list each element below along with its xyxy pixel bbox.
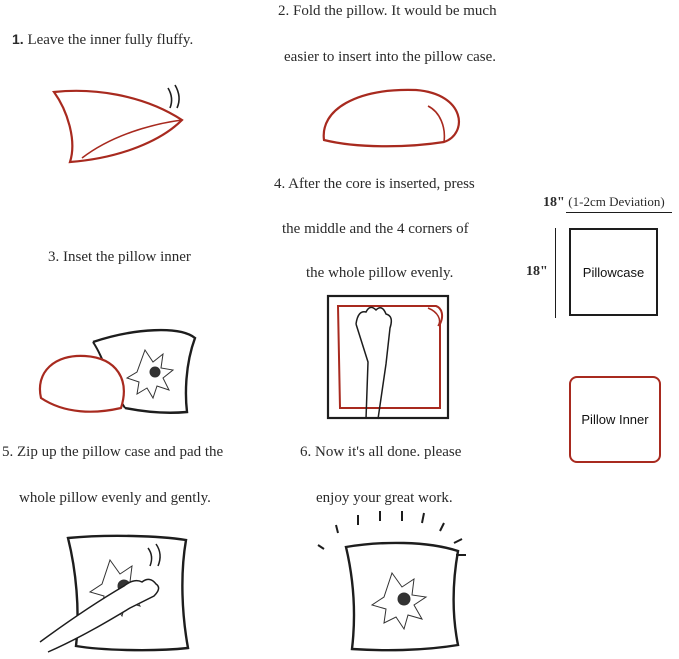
pillow-inner-label: Pillow Inner <box>581 412 649 427</box>
step4-line3: the whole pillow evenly. <box>306 265 454 281</box>
pillow-inner-box <box>569 376 661 463</box>
folded-pillow-icon <box>316 82 466 152</box>
step5-line2: whole pillow evenly and gently. <box>19 490 211 506</box>
dimension-width <box>543 193 665 212</box>
height-line <box>555 228 556 318</box>
step4-line2: the middle and the 4 corners of <box>282 221 469 237</box>
insert-pillow-icon <box>35 320 195 415</box>
fluffy-pillow-icon <box>42 80 192 165</box>
step2-line2: easier to insert into the pillow case. <box>284 49 497 65</box>
step3-caption: 3. Inset the pillow inner <box>48 249 191 265</box>
step5-line1: 5. Zip up the pillow case and pad the <box>2 444 224 460</box>
width-value: 18" <box>543 195 565 210</box>
step6-line1: 6. Now it's all done. please <box>300 444 462 460</box>
step6-line2: enjoy your great work. <box>316 490 453 506</box>
step4-line1: 4. After the core is inserted, press <box>274 176 475 192</box>
step1-number: 1. <box>12 31 24 47</box>
width-note: (1-2cm Deviation) <box>568 194 665 209</box>
step2-line1: 2. Fold the pillow. It would be much <box>278 3 497 19</box>
step1-caption <box>12 30 193 49</box>
pillowcase-box <box>569 228 658 316</box>
press-hand-icon <box>326 294 456 429</box>
pillowcase-label: Pillowcase <box>582 264 645 280</box>
step1-text: Leave the inner fully fluffy. <box>27 32 194 48</box>
width-line <box>566 212 672 213</box>
zip-hand-icon <box>40 530 195 655</box>
finished-pillow-icon <box>312 505 472 655</box>
dimension-height: 18" <box>526 264 548 279</box>
